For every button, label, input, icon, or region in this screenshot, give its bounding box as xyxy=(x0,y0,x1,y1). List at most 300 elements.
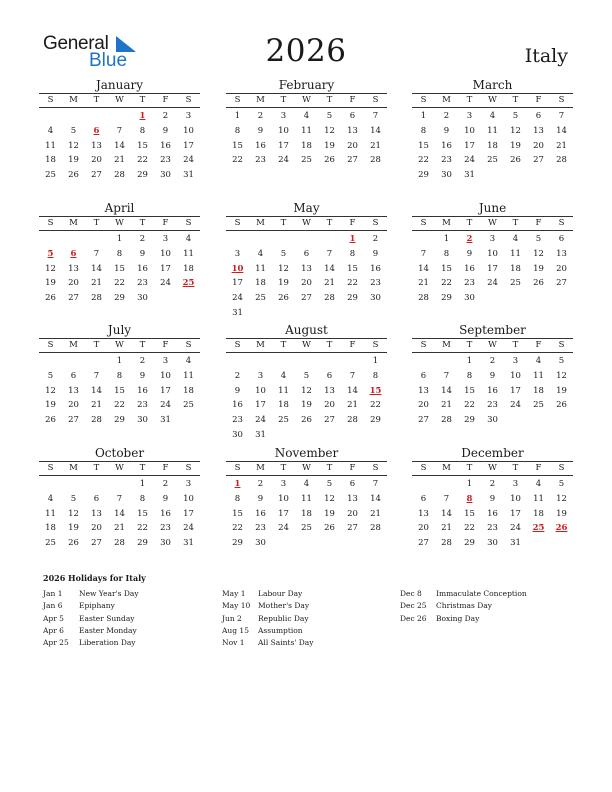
day-cell: 15 xyxy=(347,263,358,274)
weekday-label: T xyxy=(466,340,473,350)
weekday-header xyxy=(412,93,573,108)
day-cell: 27 xyxy=(418,538,429,549)
day-cell: 21 xyxy=(114,155,125,166)
day-cell: 26 xyxy=(278,293,289,304)
day-cell: 2 xyxy=(162,479,169,489)
day-cell: 12 xyxy=(324,125,335,136)
holiday-row xyxy=(400,588,527,600)
day-cell: 6 xyxy=(420,370,427,381)
day-cell: 17 xyxy=(487,263,498,274)
day-cell: 24 xyxy=(510,523,521,534)
day-cell: 4 xyxy=(47,125,54,136)
empty-day-cell xyxy=(272,354,295,369)
day-grid xyxy=(226,109,387,168)
day-cell: 8 xyxy=(466,370,473,381)
day-cell: 28 xyxy=(441,415,452,426)
day-cell: 20 xyxy=(91,523,102,534)
month-name: June xyxy=(478,201,507,215)
weekday-label: F xyxy=(162,463,169,473)
weekday-label: S xyxy=(234,95,241,105)
empty-day-cell xyxy=(412,477,435,492)
month-name: November xyxy=(274,446,339,460)
holiday-date: Apr 5 xyxy=(43,613,64,623)
day-cell: 22 xyxy=(232,155,243,166)
day-cell: 27 xyxy=(324,415,335,426)
day-cell: 13 xyxy=(347,125,358,136)
holiday-date: Jan 1 xyxy=(43,589,63,598)
day-cell: 31 xyxy=(183,170,194,181)
day-cell: 21 xyxy=(556,140,567,151)
day-cell: 18 xyxy=(510,263,521,274)
day-cell: 19 xyxy=(45,400,56,411)
empty-day-cell xyxy=(412,354,435,369)
weekday-label: F xyxy=(535,95,542,105)
weekday-label: S xyxy=(558,463,565,473)
day-cell: 9 xyxy=(162,493,169,504)
day-cell: 4 xyxy=(47,493,54,504)
day-cell: 21 xyxy=(370,140,381,151)
weekday-label: T xyxy=(326,218,333,228)
day-cell: 24 xyxy=(487,278,498,289)
weekday-label: S xyxy=(185,95,192,105)
day-cell: 5 xyxy=(70,493,77,504)
month-august xyxy=(226,323,387,443)
day-cell: 13 xyxy=(301,263,312,274)
day-cell: 12 xyxy=(45,263,56,274)
day-cell: 30 xyxy=(370,293,381,304)
holiday-name: Immaculate Conception xyxy=(436,589,527,598)
day-cell: 11 xyxy=(183,248,194,259)
weekday-label: T xyxy=(93,95,100,105)
day-cell: 27 xyxy=(347,523,358,534)
day-cell: 21 xyxy=(441,400,452,411)
day-cell: 10 xyxy=(160,248,171,259)
day-cell: 23 xyxy=(487,400,498,411)
day-cell: 13 xyxy=(324,385,335,396)
holiday-row xyxy=(43,613,139,625)
day-cell: 27 xyxy=(533,155,544,166)
weekday-label: W xyxy=(488,95,497,105)
day-cell: 25 xyxy=(533,400,544,411)
day-cell: 12 xyxy=(533,248,544,259)
holiday-row xyxy=(222,637,313,649)
day-cell: 30 xyxy=(441,170,452,181)
day-cell: 25 xyxy=(510,278,521,289)
weekday-label: W xyxy=(115,340,124,350)
day-cell: 6 xyxy=(303,248,310,259)
month-name: July xyxy=(107,323,132,337)
day-cell: 9 xyxy=(372,248,379,259)
day-cell: 28 xyxy=(370,155,381,166)
day-cell: 23 xyxy=(255,523,266,534)
weekday-label: M xyxy=(442,463,451,473)
weekday-label: S xyxy=(47,463,54,473)
day-cell: 13 xyxy=(91,508,102,519)
day-cell: 26 xyxy=(510,155,521,166)
empty-day-cell xyxy=(341,354,364,369)
day-cell: 16 xyxy=(255,508,266,519)
day-cell: 19 xyxy=(301,400,312,411)
day-cell: 25 xyxy=(45,538,56,549)
logo-word-general: General xyxy=(43,33,109,54)
day-cell: 30 xyxy=(160,538,171,549)
day-grid xyxy=(226,232,387,321)
day-cell: 20 xyxy=(324,400,335,411)
day-cell: 21 xyxy=(114,523,125,534)
empty-day-cell xyxy=(435,354,458,369)
day-cell: 2 xyxy=(257,479,264,489)
empty-day-cell xyxy=(226,232,249,247)
day-grid xyxy=(412,477,573,551)
empty-day-cell xyxy=(435,477,458,492)
holiday-name: Republic Day xyxy=(258,613,309,623)
day-cell: 3 xyxy=(280,479,287,489)
day-grid xyxy=(39,232,200,306)
weekday-label: T xyxy=(466,218,473,228)
day-cell: 11 xyxy=(45,140,56,151)
day-cell: 13 xyxy=(533,125,544,136)
day-cell: 15 xyxy=(441,263,452,274)
weekday-label: T xyxy=(326,95,333,105)
day-cell: 15 xyxy=(464,385,475,396)
day-cell: 22 xyxy=(114,278,125,289)
holiday-day-cell: 5 xyxy=(47,248,54,259)
day-cell: 28 xyxy=(91,293,102,304)
day-cell: 15 xyxy=(232,140,243,151)
day-cell: 8 xyxy=(116,370,123,381)
weekday-label: W xyxy=(115,463,124,473)
day-cell: 26 xyxy=(324,155,335,166)
empty-day-cell xyxy=(226,354,249,369)
day-cell: 6 xyxy=(326,370,333,381)
weekday-header xyxy=(226,93,387,108)
empty-day-cell xyxy=(295,232,318,247)
day-cell: 7 xyxy=(443,370,450,381)
day-cell: 18 xyxy=(301,508,312,519)
day-cell: 20 xyxy=(347,508,358,519)
day-cell: 21 xyxy=(324,278,335,289)
weekday-label: F xyxy=(535,340,542,350)
day-cell: 2 xyxy=(443,111,450,121)
day-cell: 29 xyxy=(347,293,358,304)
holiday-name: Boxing Day xyxy=(436,613,480,623)
weekday-label: T xyxy=(280,463,287,473)
day-cell: 5 xyxy=(47,370,54,381)
day-cell: 5 xyxy=(558,479,565,489)
empty-day-cell xyxy=(108,477,131,492)
weekday-label: T xyxy=(466,463,473,473)
day-cell: 2 xyxy=(234,370,241,381)
holiday-day-cell: 26 xyxy=(555,523,568,534)
day-cell: 20 xyxy=(68,400,79,411)
day-cell: 23 xyxy=(160,155,171,166)
day-cell: 16 xyxy=(255,140,266,151)
day-cell: 20 xyxy=(347,140,358,151)
day-grid xyxy=(412,354,573,428)
day-cell: 9 xyxy=(139,248,146,259)
day-cell: 12 xyxy=(68,508,79,519)
weekday-header xyxy=(39,216,200,231)
day-cell: 22 xyxy=(370,400,381,411)
day-cell: 18 xyxy=(45,523,56,534)
holiday-date: Nov 1 xyxy=(222,638,245,648)
weekday-label: W xyxy=(488,218,497,228)
day-cell: 24 xyxy=(183,155,194,166)
day-cell: 9 xyxy=(489,493,496,504)
day-cell: 3 xyxy=(257,370,264,381)
day-cell: 23 xyxy=(441,155,452,166)
day-cell: 29 xyxy=(137,538,148,549)
day-cell: 22 xyxy=(137,155,148,166)
day-cell: 30 xyxy=(232,429,243,440)
day-grid xyxy=(412,109,573,183)
day-cell: 17 xyxy=(464,140,475,151)
weekday-header xyxy=(39,93,200,108)
day-cell: 4 xyxy=(489,111,496,121)
holiday-name: All Saints' Day xyxy=(258,638,314,648)
weekday-label: S xyxy=(47,340,54,350)
day-cell: 19 xyxy=(278,278,289,289)
day-cell: 29 xyxy=(232,538,243,549)
day-cell: 28 xyxy=(114,538,125,549)
holiday-day-cell: 2 xyxy=(466,234,473,244)
day-cell: 3 xyxy=(162,234,169,244)
empty-day-cell xyxy=(39,232,62,247)
day-cell: 7 xyxy=(372,479,379,489)
weekday-label: T xyxy=(280,340,287,350)
day-cell: 14 xyxy=(324,263,335,274)
month-name: January xyxy=(95,78,144,92)
day-cell: 1 xyxy=(116,234,123,244)
day-cell: 17 xyxy=(183,508,194,519)
weekday-label: W xyxy=(488,340,497,350)
weekday-label: T xyxy=(466,95,473,105)
weekday-label: M xyxy=(69,218,78,228)
day-cell: 10 xyxy=(255,385,266,396)
day-cell: 24 xyxy=(232,293,243,304)
weekday-label: W xyxy=(302,95,311,105)
day-cell: 5 xyxy=(326,111,333,121)
day-cell: 4 xyxy=(535,479,542,489)
month-name: October xyxy=(94,446,145,460)
month-february xyxy=(226,78,387,168)
weekday-label: M xyxy=(256,218,265,228)
weekday-label: M xyxy=(256,95,265,105)
day-cell: 18 xyxy=(45,155,56,166)
weekday-label: S xyxy=(372,463,379,473)
month-name: May xyxy=(293,201,320,215)
day-cell: 19 xyxy=(68,155,79,166)
day-cell: 3 xyxy=(489,234,496,244)
day-cell: 25 xyxy=(301,523,312,534)
day-cell: 1 xyxy=(139,479,146,489)
day-cell: 13 xyxy=(418,508,429,519)
day-cell: 30 xyxy=(137,415,148,426)
day-cell: 23 xyxy=(255,155,266,166)
weekday-label: S xyxy=(420,340,427,350)
day-cell: 8 xyxy=(234,125,241,136)
month-name: April xyxy=(104,201,135,215)
day-cell: 24 xyxy=(510,400,521,411)
day-cell: 6 xyxy=(93,493,100,504)
holiday-day-cell: 6 xyxy=(70,248,77,259)
weekday-label: M xyxy=(69,95,78,105)
day-cell: 23 xyxy=(160,523,171,534)
weekday-label: S xyxy=(47,95,54,105)
day-cell: 6 xyxy=(70,370,77,381)
day-cell: 23 xyxy=(370,278,381,289)
day-cell: 17 xyxy=(232,278,243,289)
day-cell: 14 xyxy=(91,385,102,396)
month-september xyxy=(412,323,573,428)
holiday-day-cell: 15 xyxy=(369,385,382,396)
day-cell: 22 xyxy=(347,278,358,289)
day-cell: 23 xyxy=(487,523,498,534)
day-cell: 6 xyxy=(349,111,356,121)
holidays-title: 2026 Holidays for Italy xyxy=(43,573,146,583)
day-cell: 7 xyxy=(116,493,123,504)
day-cell: 14 xyxy=(441,508,452,519)
day-cell: 20 xyxy=(556,263,567,274)
day-cell: 22 xyxy=(137,523,148,534)
empty-day-cell xyxy=(85,354,108,369)
day-cell: 4 xyxy=(535,356,542,366)
day-cell: 3 xyxy=(280,111,287,121)
day-cell: 19 xyxy=(324,508,335,519)
empty-day-cell xyxy=(62,354,85,369)
weekday-label: W xyxy=(302,463,311,473)
holiday-column xyxy=(43,588,139,649)
day-cell: 20 xyxy=(418,523,429,534)
weekday-label: S xyxy=(47,218,54,228)
day-cell: 15 xyxy=(464,508,475,519)
day-cell: 6 xyxy=(349,479,356,489)
month-name: February xyxy=(278,78,335,92)
day-cell: 11 xyxy=(487,125,498,136)
day-cell: 7 xyxy=(443,493,450,504)
day-cell: 13 xyxy=(91,140,102,151)
day-cell: 8 xyxy=(116,248,123,259)
holiday-day-cell: 1 xyxy=(234,479,241,489)
weekday-header xyxy=(226,216,387,231)
day-cell: 4 xyxy=(185,356,192,366)
day-cell: 8 xyxy=(234,493,241,504)
day-cell: 30 xyxy=(464,293,475,304)
day-cell: 24 xyxy=(160,278,171,289)
day-cell: 13 xyxy=(68,385,79,396)
day-cell: 24 xyxy=(464,155,475,166)
day-cell: 10 xyxy=(183,125,194,136)
day-cell: 3 xyxy=(466,111,473,121)
day-cell: 7 xyxy=(372,111,379,121)
weekday-label: F xyxy=(349,95,356,105)
day-cell: 27 xyxy=(91,170,102,181)
weekday-label: S xyxy=(185,218,192,228)
empty-day-cell xyxy=(412,232,435,247)
calendar-year: 2026 xyxy=(265,33,347,69)
day-grid xyxy=(39,354,200,428)
holiday-day-cell: 1 xyxy=(349,234,356,244)
day-cell: 25 xyxy=(487,155,498,166)
day-cell: 24 xyxy=(278,155,289,166)
day-cell: 13 xyxy=(418,385,429,396)
day-cell: 23 xyxy=(464,278,475,289)
day-cell: 5 xyxy=(70,125,77,136)
day-cell: 15 xyxy=(137,140,148,151)
day-cell: 2 xyxy=(489,356,496,366)
day-cell: 10 xyxy=(278,493,289,504)
day-cell: 20 xyxy=(68,278,79,289)
weekday-header xyxy=(226,461,387,476)
day-cell: 21 xyxy=(91,278,102,289)
day-cell: 9 xyxy=(234,385,241,396)
day-cell: 24 xyxy=(160,400,171,411)
day-cell: 16 xyxy=(160,508,171,519)
holiday-day-cell: 8 xyxy=(466,493,473,504)
day-cell: 2 xyxy=(162,111,169,121)
holiday-date: Dec 8 xyxy=(400,589,422,598)
holiday-name: New Year's Day xyxy=(79,589,139,598)
day-cell: 3 xyxy=(185,479,192,489)
day-cell: 12 xyxy=(510,125,521,136)
day-cell: 4 xyxy=(303,479,310,489)
day-cell: 4 xyxy=(280,370,287,381)
day-cell: 4 xyxy=(185,234,192,244)
holiday-day-cell: 6 xyxy=(93,125,100,136)
day-cell: 3 xyxy=(234,248,241,259)
holiday-day-cell: 25 xyxy=(532,523,545,534)
day-cell: 26 xyxy=(45,293,56,304)
holiday-column xyxy=(222,588,313,649)
day-cell: 27 xyxy=(418,415,429,426)
day-cell: 19 xyxy=(324,140,335,151)
day-cell: 25 xyxy=(45,170,56,181)
day-cell: 31 xyxy=(255,429,266,440)
weekday-label: S xyxy=(420,218,427,228)
empty-day-cell xyxy=(85,232,108,247)
day-cell: 22 xyxy=(418,155,429,166)
day-cell: 16 xyxy=(441,140,452,151)
weekday-label: W xyxy=(302,218,311,228)
weekday-label: S xyxy=(372,218,379,228)
empty-day-cell xyxy=(249,354,272,369)
day-cell: 4 xyxy=(512,234,519,244)
day-cell: 16 xyxy=(232,400,243,411)
day-cell: 5 xyxy=(303,370,310,381)
day-cell: 28 xyxy=(441,538,452,549)
holiday-name: Labour Day xyxy=(258,589,303,598)
weekday-label: M xyxy=(442,95,451,105)
day-cell: 3 xyxy=(512,479,519,489)
day-cell: 30 xyxy=(487,538,498,549)
day-cell: 23 xyxy=(137,278,148,289)
weekday-label: T xyxy=(139,463,146,473)
holiday-day-cell: 1 xyxy=(139,111,146,121)
day-cell: 1 xyxy=(420,111,427,121)
day-cell: 18 xyxy=(183,385,194,396)
day-cell: 17 xyxy=(255,400,266,411)
weekday-label: T xyxy=(512,340,519,350)
day-cell: 1 xyxy=(466,356,473,366)
day-cell: 16 xyxy=(160,140,171,151)
day-cell: 16 xyxy=(137,385,148,396)
day-cell: 1 xyxy=(116,356,123,366)
day-cell: 26 xyxy=(556,400,567,411)
day-cell: 29 xyxy=(370,415,381,426)
day-cell: 6 xyxy=(558,234,565,244)
day-cell: 2 xyxy=(139,234,146,244)
day-cell: 23 xyxy=(137,400,148,411)
